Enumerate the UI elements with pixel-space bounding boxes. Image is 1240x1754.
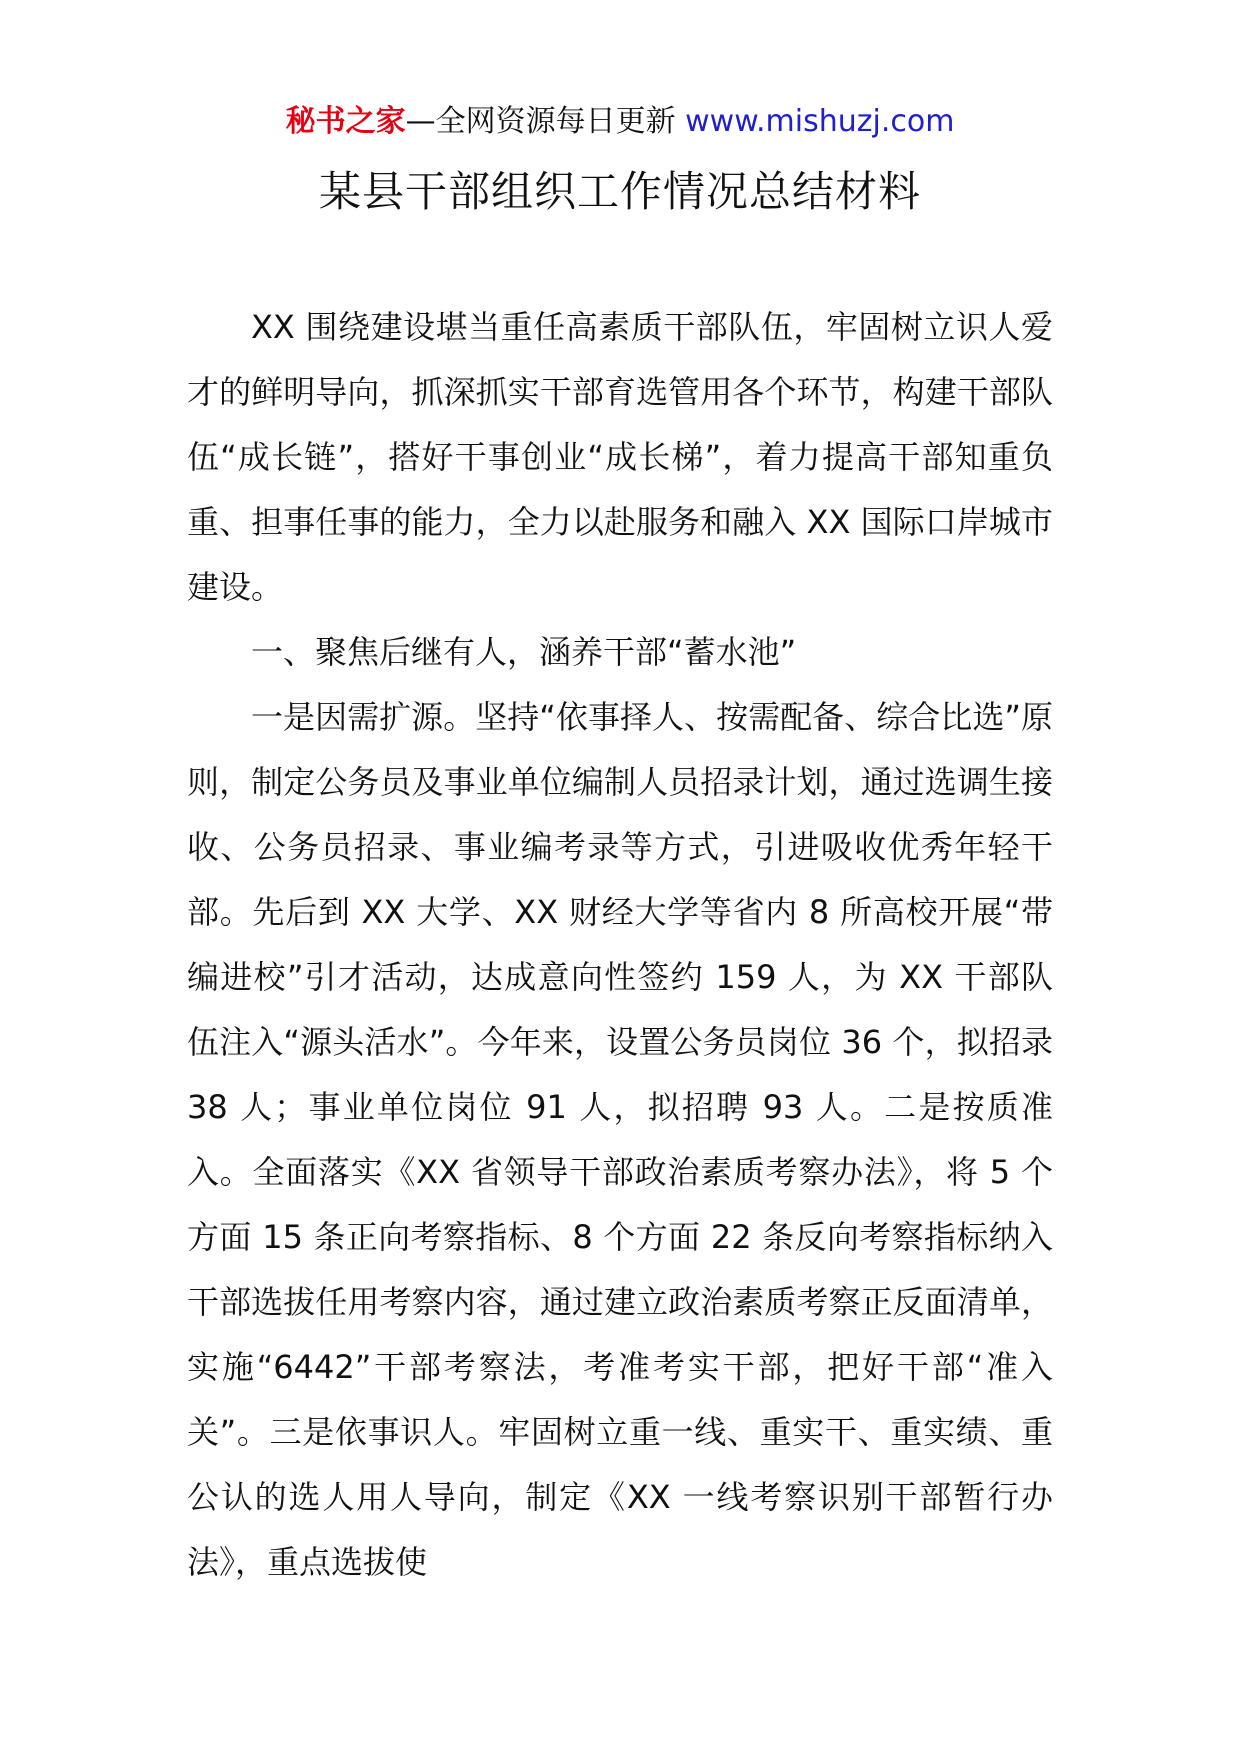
site-header (0, 102, 1240, 142)
site-tagline: —全网资源每日更新 (405, 104, 676, 139)
document-body (187, 295, 1053, 1595)
site-brand: 秘书之家 (285, 104, 406, 139)
section-heading: 一、聚焦后继有人，涵养干部“蓄水池” (251, 633, 797, 671)
document-title: 某县干部组织工作情况总结材料 (318, 167, 921, 216)
site-url-link[interactable]: www.mishuzj.com (685, 104, 955, 139)
section-paragraph: 一是因需扩源。坚持“依事择人、按需配备、综合比选”原则，制定公务员及事业单位编制人员招录计划，通过选调生接收、公务员招录、事业编考录等方式，引进吸收优秀年轻干部。先后到 XX 大学、XX 财经大学等省内 8 所高校开展“带编进校”引才活动，达成意向性签约 159 人，为 XX 干部队伍注入“源头活水”。今年来，设置公务员岗位 36 个，拟招录 38 人；事业单位岗位 91 人，拟招聘 93 人。二是按质准入。全面落实《XX 省领导干部政治素质考察办法》，将 5 个方面 15 条正向考察指标、8 个方面 22 条反向考察指标纳入干部选拔任用考察内容，通过建立政治素质考察正反面清单，实施“6442”干部考察法，考准考实干部，把好干部“准入关”。三是依事识人。牢固树立重一线、重实干、重实绩、重公认的选人用人导向，制定《XX 一线考察识别干部暂行办法》，重点选拔使 (187, 698, 1053, 1581)
intro-paragraph: XX 围绕建设堪当重任高素质干部队伍，牢固树立识人爱才的鲜明导向，抓深抓实干部育选管用各个环节，构建干部队伍“成长链”，搭好干事创业“成长梯”，着力提高干部知重负重、担事任事的能力，全力以赴服务和融入 XX 国际口岸城市建设。 (187, 308, 1053, 606)
